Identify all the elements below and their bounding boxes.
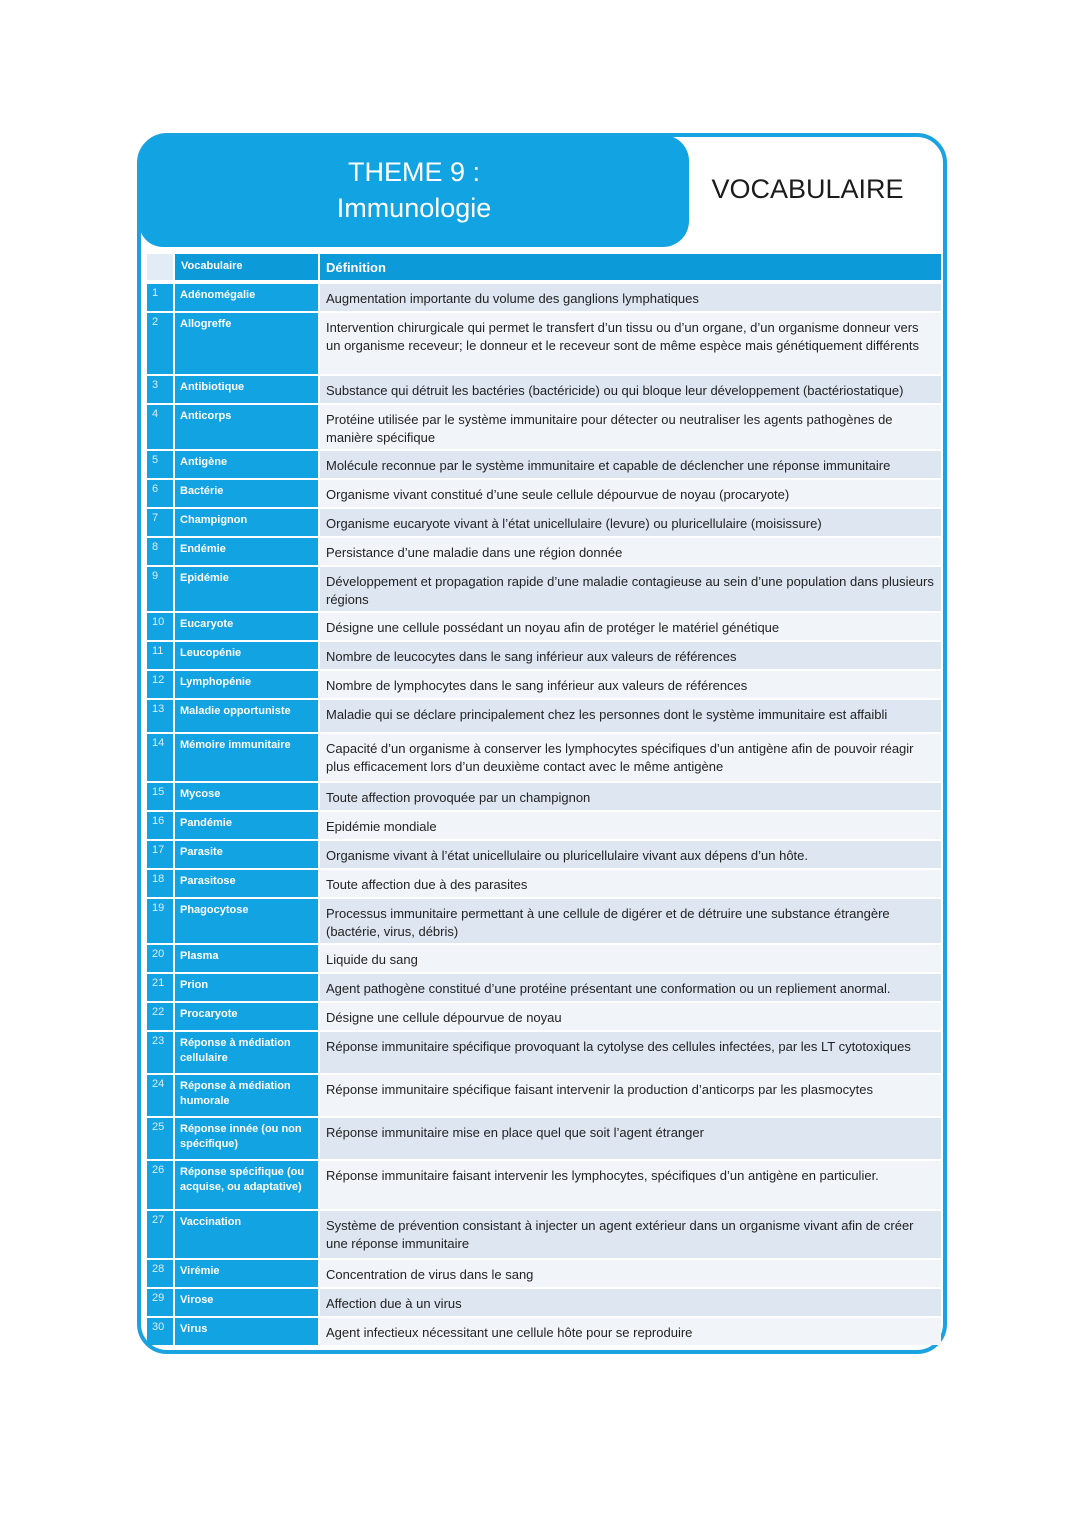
row-definition: Désigne une cellule possédant un noyau afin de protéger le matériel génétique: [320, 613, 941, 640]
row-term: Parasite: [175, 841, 318, 868]
row-number: 23: [147, 1032, 173, 1073]
table-row: [147, 1118, 941, 1159]
row-term: Prion: [175, 974, 318, 1001]
table-header: [147, 254, 941, 280]
row-number: 25: [147, 1118, 173, 1159]
table-row: [147, 1318, 941, 1345]
row-term: Pandémie: [175, 812, 318, 839]
row-definition: Molécule reconnue par le système immunitaire et capable de déclencher une réponse immunitaire: [320, 451, 941, 478]
table-row: [147, 841, 941, 868]
table-row: [147, 1075, 941, 1116]
row-term: Phagocytose: [175, 899, 318, 943]
table-row: [147, 1211, 941, 1258]
theme-title: Immunologie: [336, 193, 492, 223]
row-number: 14: [147, 734, 173, 781]
row-term: Epidémie: [175, 567, 318, 611]
row-term: Lymphopénie: [175, 671, 318, 698]
row-number: 7: [147, 509, 173, 536]
row-term: Mycose: [175, 783, 318, 810]
header-term: Vocabulaire: [175, 254, 318, 280]
row-definition: Réponse immunitaire spécifique faisant intervenir la production d’anticorps par les plasmocytes: [320, 1075, 941, 1116]
row-term: Vaccination: [175, 1211, 318, 1258]
row-definition: Réponse immunitaire faisant intervenir les lymphocytes, spécifiques d’un antigène en particulier.: [320, 1161, 941, 1209]
table-row: [147, 1161, 941, 1209]
table-row: [147, 899, 941, 943]
header-definition: Définition: [320, 254, 941, 280]
header-number-cell: [147, 254, 173, 280]
row-definition: Nombre de lymphocytes dans le sang inférieur aux valeurs de références: [320, 671, 941, 698]
row-definition: Augmentation importante du volume des ganglions lymphatiques: [320, 284, 941, 311]
row-term: Adénomégalie: [175, 284, 318, 311]
row-term: Parasitose: [175, 870, 318, 897]
table-row: [147, 642, 941, 669]
row-definition: Concentration de virus dans le sang: [320, 1260, 941, 1287]
row-term: Allogreffe: [175, 313, 318, 374]
table-row: [147, 1260, 941, 1287]
row-term: Leucopénie: [175, 642, 318, 669]
row-number: 24: [147, 1075, 173, 1116]
row-number: 30: [147, 1318, 173, 1345]
table-row: [147, 376, 941, 403]
row-number: 4: [147, 405, 173, 449]
row-definition: Liquide du sang: [320, 945, 941, 972]
row-number: 27: [147, 1211, 173, 1258]
row-definition: Persistance d’une maladie dans une région donnée: [320, 538, 941, 565]
row-definition: Organisme eucaryote vivant à l’état unicellulaire (levure) ou pluricellulaire (moisissure): [320, 509, 941, 536]
row-definition: Organisme vivant à l’état unicellulaire ou pluricellulaire vivant aux dépens d’un hôte.: [320, 841, 941, 868]
row-definition: Protéine utilisée par le système immunitaire pour détecter ou neutraliser les agents pathogènes de manière spécifique: [320, 405, 941, 449]
theme-banner: [139, 135, 689, 247]
row-number: 11: [147, 642, 173, 669]
row-number: 26: [147, 1161, 173, 1209]
row-term: Maladie opportuniste: [175, 700, 318, 732]
row-definition: Affection due à un virus: [320, 1289, 941, 1316]
row-definition: Maladie qui se déclare principalement chez les personnes dont le système immunitaire est affaibli: [320, 700, 941, 732]
table-row: [147, 1032, 941, 1073]
row-number: 9: [147, 567, 173, 611]
row-number: 8: [147, 538, 173, 565]
row-term: Réponse à médiation cellulaire: [175, 1032, 318, 1073]
row-term: Virose: [175, 1289, 318, 1316]
row-term: Anticorps: [175, 405, 318, 449]
row-term: Mémoire immunitaire: [175, 734, 318, 781]
row-term: Virémie: [175, 1260, 318, 1287]
row-term: Eucaryote: [175, 613, 318, 640]
table-row: [147, 945, 941, 972]
row-term: Champignon: [175, 509, 318, 536]
row-definition: Désigne une cellule dépourvue de noyau: [320, 1003, 941, 1030]
table-row: [147, 284, 941, 311]
row-number: 22: [147, 1003, 173, 1030]
row-term: Antigène: [175, 451, 318, 478]
row-definition: Développement et propagation rapide d’une maladie contagieuse au sein d’une population dans plusieurs régions: [320, 567, 941, 611]
row-definition: Capacité d’un organisme à conserver les lymphocytes spécifiques d’un antigène afin de pouvoir réagir plus efficacement lors d’un deuxième contact avec le même antigène: [320, 734, 941, 781]
row-number: 1: [147, 284, 173, 311]
row-number: 21: [147, 974, 173, 1001]
row-definition: Agent infectieux nécessitant une cellule hôte pour se reproduire: [320, 1318, 941, 1345]
row-number: 13: [147, 700, 173, 732]
row-term: Endémie: [175, 538, 318, 565]
row-definition: Intervention chirurgicale qui permet le transfert d’un tissu ou d’un organe, d’un organisme donneur vers un organisme receveur; le donneur et le receveur sont de même espèce mais génétiquement différents: [320, 313, 941, 374]
row-number: 5: [147, 451, 173, 478]
row-number: 17: [147, 841, 173, 868]
row-term: Réponse à médiation humorale: [175, 1075, 318, 1116]
table-row: [147, 812, 941, 839]
table-row: [147, 405, 941, 449]
row-term: Réponse spécifique (ou acquise, ou adaptative): [175, 1161, 318, 1209]
theme-number: THEME 9 :: [347, 157, 481, 187]
row-term: Bactérie: [175, 480, 318, 507]
row-definition: Nombre de leucocytes dans le sang inférieur aux valeurs de références: [320, 642, 941, 669]
table-row: [147, 1289, 941, 1316]
row-definition: Réponse immunitaire spécifique provoquant la cytolyse des cellules infectées, par les LT cytotoxiques: [320, 1032, 941, 1073]
row-term: Antibiotique: [175, 376, 318, 403]
table-row: [147, 451, 941, 478]
row-number: 18: [147, 870, 173, 897]
row-definition: Organisme vivant constitué d’une seule cellule dépourvue de noyau (procaryote): [320, 480, 941, 507]
row-definition: Substance qui détruit les bactéries (bactéricide) ou qui bloque leur développement (bactériostatique): [320, 376, 941, 403]
row-number: 29: [147, 1289, 173, 1316]
row-term: Plasma: [175, 945, 318, 972]
row-number: 20: [147, 945, 173, 972]
row-term: Procaryote: [175, 1003, 318, 1030]
row-number: 10: [147, 613, 173, 640]
row-number: 28: [147, 1260, 173, 1287]
table-row: [147, 700, 941, 732]
section-title: VOCABULAIRE: [711, 174, 904, 204]
table-row: [147, 734, 941, 781]
table-row: [147, 313, 941, 374]
table-row: [147, 671, 941, 698]
row-definition: Processus immunitaire permettant à une cellule de digérer et de détruire une substance étrangère (bactérie, virus, débris): [320, 899, 941, 943]
row-definition: Système de prévention consistant à injecter un agent extérieur dans un organisme vivant afin de créer une réponse immunitaire: [320, 1211, 941, 1258]
table-row: [147, 613, 941, 640]
row-number: 15: [147, 783, 173, 810]
table-row: [147, 974, 941, 1001]
row-definition: Toute affection due à des parasites: [320, 870, 941, 897]
table-row: [147, 870, 941, 897]
row-definition: Toute affection provoquée par un champignon: [320, 783, 941, 810]
row-number: 19: [147, 899, 173, 943]
row-number: 3: [147, 376, 173, 403]
table-row: [147, 567, 941, 611]
table-row: [147, 783, 941, 810]
table-row: [147, 480, 941, 507]
table-row: [147, 1003, 941, 1030]
row-term: Virus: [175, 1318, 318, 1345]
row-number: 16: [147, 812, 173, 839]
table-row: [147, 509, 941, 536]
row-definition: Epidémie mondiale: [320, 812, 941, 839]
row-number: 12: [147, 671, 173, 698]
row-number: 6: [147, 480, 173, 507]
row-number: 2: [147, 313, 173, 374]
row-definition: Réponse immunitaire mise en place quel que soit l’agent étranger: [320, 1118, 941, 1159]
row-definition: Agent pathogène constitué d’une protéine présentant une conformation ou un repliement anormal.: [320, 974, 941, 1001]
table-row: [147, 538, 941, 565]
row-term: Réponse innée (ou non spécifique): [175, 1118, 318, 1159]
